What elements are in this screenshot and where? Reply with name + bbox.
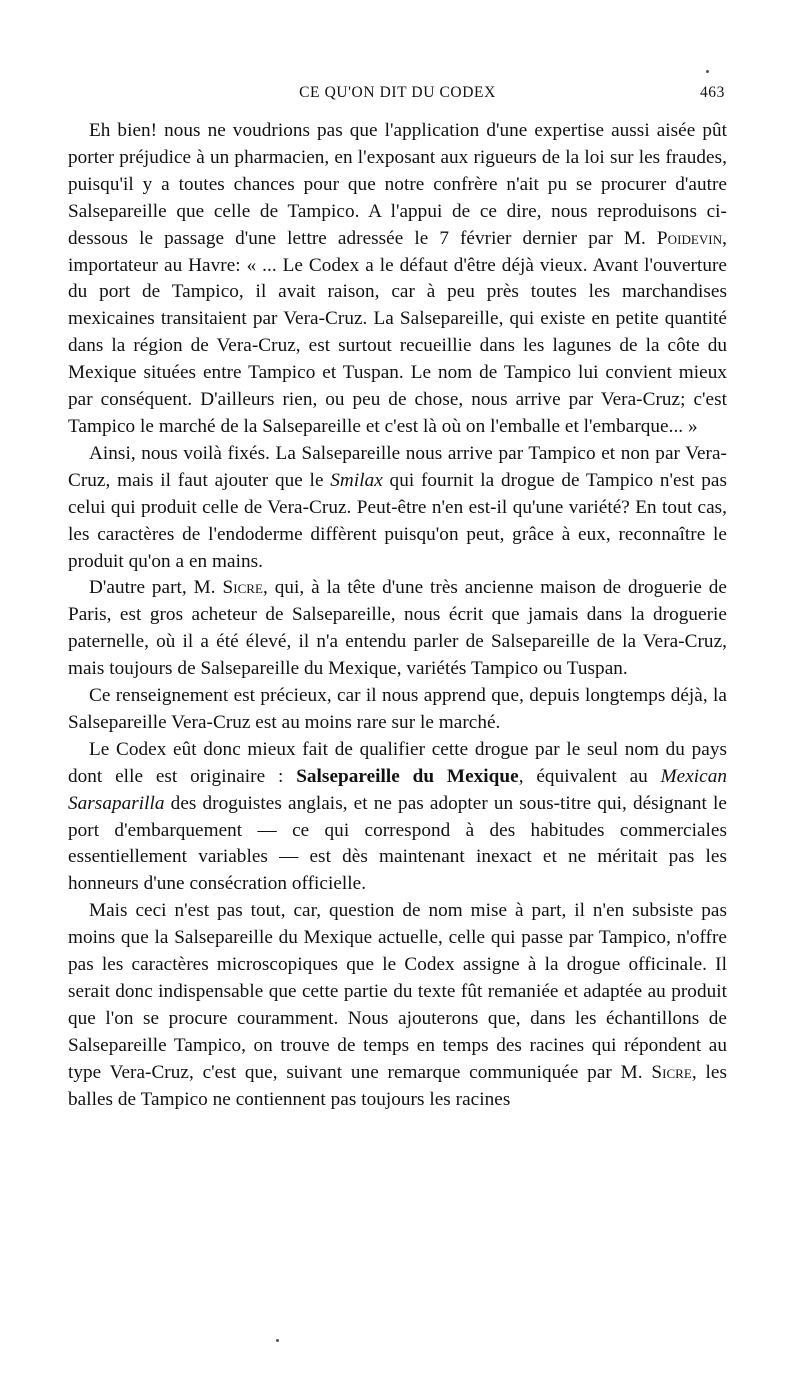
text-run: qui fournit la drogue de Tampico n'est pas celui qui produit celle de Vera-Cruz. Peut-être n'en est-il qu'une variété? En tout cas, les caractères de l'endoderme diffèrent puisqu'on peut, grâce à eux, reconnaître le produit qu'on a en mains.	[68, 469, 727, 572]
paragraph	[68, 575, 727, 683]
author-name-smallcaps: Poidevin	[656, 227, 723, 249]
running-title: CE QU'ON DIT DU CODEX	[299, 84, 496, 101]
author-name-smallcaps: Sicre	[222, 577, 264, 599]
paragraph	[68, 898, 727, 1113]
paragraph	[68, 118, 727, 441]
running-header	[68, 84, 727, 110]
paragraph	[68, 683, 727, 737]
page-number: 463	[699, 84, 725, 101]
bold-term: Salsepareille du Mexique	[296, 765, 519, 787]
author-name-smallcaps: Sicre	[651, 1061, 692, 1083]
text-run: , équivalent au	[518, 765, 661, 787]
text-run: , importateur au Havre: « ... Le Codex a le défaut d'être déjà vieux. Avant l'ouverture du port de Tampico, il avait raison, car à peu près toutes les marchandises mexicaines transitaient par Vera-Cruz. La Salsepareille, qui existe en petite quantité dans la région de Vera-Cruz, est surtout recueillie dans les lagunes de la côte du Mexique situées entre Tampico et Tuspan. Le nom de Tampico lui convient mieux par conséquent. D'ailleurs rien, ou peu de chose, nous arrive par Vera-Cruz; c'est Tampico le marché de la Salsepareille et c'est là où on l'emballe et l'embarque... »	[68, 227, 727, 437]
book-page	[68, 84, 727, 1114]
text-run: Ainsi, nous voilà fixés. La Salsepareille nous arrive par Tampico et non par Vera-Cruz, mais il faut ajouter que le	[68, 442, 727, 491]
text-run: D'autre part, M.	[89, 577, 223, 599]
text-run: , les balles de Tampico ne contiennent pas toujours les racines	[68, 1061, 727, 1110]
scan-speck	[276, 1339, 279, 1342]
paragraph	[68, 737, 727, 898]
italic-term: Smilax	[330, 469, 383, 491]
body-text	[68, 118, 727, 1114]
text-run: des droguistes anglais, et ne pas adopter un sous-titre qui, désignant le port d'embarquement — ce qui correspond à des habitudes commerciales essentiellement variables — est dès maintenant inexact et ne méritait pas les honneurs d'une consécration officielle.	[68, 792, 727, 895]
text-run: Ce renseignement est précieux, car il nous apprend que, depuis longtemps déjà, la Salsepareille Vera-Cruz est au moins rare sur le marché.	[68, 685, 727, 733]
paragraph	[68, 441, 727, 576]
text-run: , qui, à la tête d'une très ancienne maison de droguerie de Paris, est gros acheteur de Salsepareille, nous écrit que jamais dans la droguerie paternelle, où il a été élevé, il n'a entendu parler de Salsepareille de la Vera-Cruz, mais toujours de Salsepareille du Mexique, variétés Tampico ou Tuspan.	[68, 577, 727, 680]
scan-speck	[706, 70, 709, 73]
text-run: Le Codex eût donc mieux fait de qualifier cette drogue par le seul nom du pays dont elle est originaire :	[68, 738, 727, 787]
text-run: Eh bien! nous ne voudrions pas que l'application d'une expertise aussi aisée pût porter préjudice à un pharmacien, en l'exposant aux rigueurs de la loi sur les fraudes, puisqu'il y a toutes chances pour que notre confrère n'ait pu se procurer d'autre Salsepareille que celle de Tampico. A l'appui de ce dire, nous reproduisons ci-dessous le passage d'une lettre adressée le 7 février dernier par M.	[68, 120, 727, 249]
italic-term: Mexican Sarsaparilla	[68, 765, 728, 814]
text-run: Mais ceci n'est pas tout, car, question de nom mise à part, il n'en subsiste pas moins que la Salsepareille du Mexique actuelle, celle qui passe par Tampico, n'offre pas les caractères microscopiques que le Codex assigne à la drogue officinale. Il serait donc indispensable que cette partie du texte fût remaniée et adaptée au produit que l'on se procure couramment. Nous ajouterons que, dans les échantillons de Salsepareille Tampico, on trouve de temps en temps des racines qui répondent au type Vera-Cruz, c'est que, suivant une remarque communiquée par M.	[68, 900, 727, 1083]
